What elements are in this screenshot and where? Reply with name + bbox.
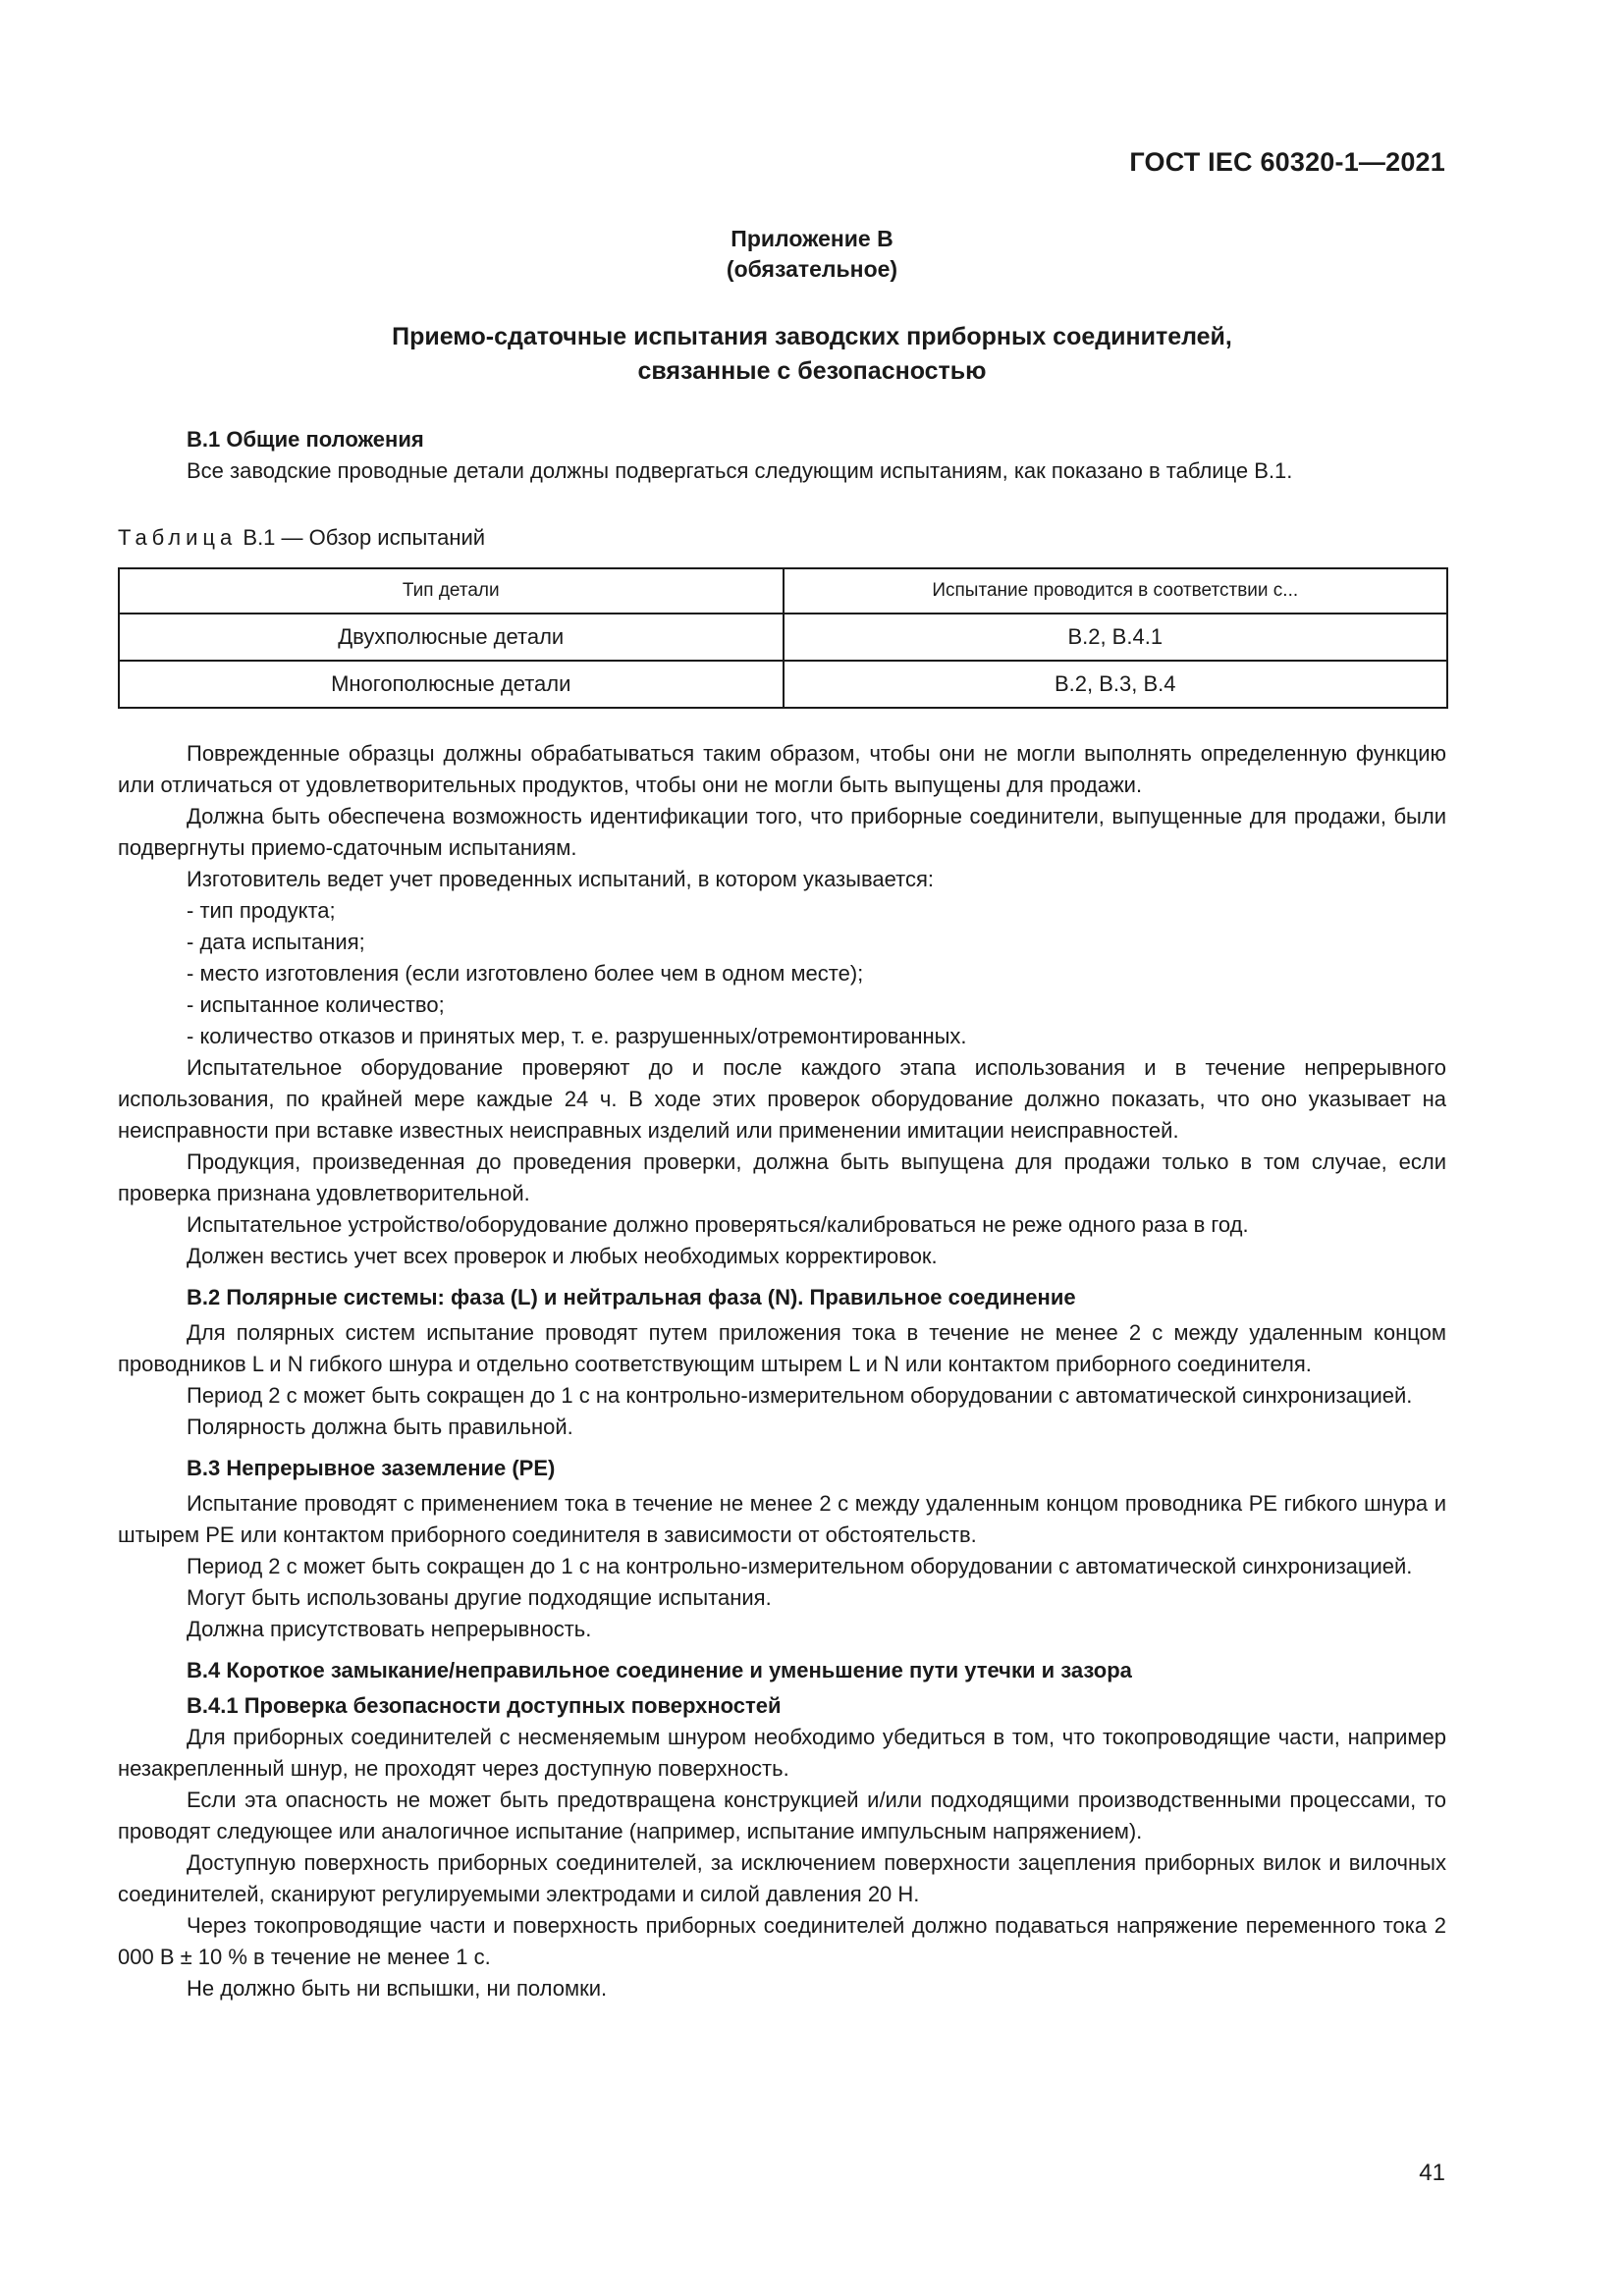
section-b1-intro [118,424,1446,487]
table-cell: Многополюсные детали [119,661,784,708]
section-heading-b4: В.4 Короткое замыкание/неправильное соединение и уменьшение пути утечки и зазора [187,1658,1132,1682]
paragraph: Если эта опасность не может быть предотвращена конструкцией и/или подходящими производственными процессами, то проводят следующее или аналогичное испытание (например, испытание импульсным напряжением). [118,1788,1446,1843]
table-cell: Двухполюсные детали [119,614,784,661]
paragraph: Должна присутствовать непрерывность. [187,1617,592,1641]
table-cell: В.2, В.3, В.4 [784,661,1448,708]
list-item: - дата испытания; [187,930,365,954]
paragraph: Должна быть обеспечена возможность идентификации того, что приборные соединители, выпущенные для продажи, были подвергнуты приемо-сдаточным испытаниям. [118,804,1446,860]
table-header-cell: Испытание проводится в соответствии с... [784,568,1448,614]
list-item: - тип продукта; [187,898,336,923]
paragraph: Для приборных соединителей с несменяемым шнуром необходимо убедиться в том, что токопроводящие части, например незакрепленный шнур, не проходят через доступную поверхность. [118,1725,1446,1781]
list-item: - количество отказов и принятых мер, т. е. разрушенных/отремонтированных. [187,1024,967,1048]
paragraph: Могут быть использованы другие подходящие испытания. [187,1585,772,1610]
appendix-heading [0,224,1624,285]
paragraph: Период 2 с может быть сокращен до 1 с на контрольно-измерительном оборудовании с автоматической синхронизацией. [187,1383,1413,1408]
section-heading-b1: В.1 Общие положения [187,427,424,452]
main-body [118,738,1446,2004]
subsection-heading-b41: В.4.1 Проверка безопасности доступных поверхностей [187,1693,782,1718]
paragraph: Период 2 с может быть сокращен до 1 с на контрольно-измерительном оборудовании с автоматической синхронизацией. [187,1554,1413,1578]
list-item: - испытанное количество; [187,992,445,1017]
paragraph: Все заводские проводные детали должны подвергаться следующим испытаниям, как показано в таблице В.1. [187,458,1293,483]
paragraph: Испытательное оборудование проверяют до и после каждого этапа использования и в течение непрерывного использования, по крайней мере каждые 24 ч. В ходе этих проверок оборудование должно показать, что оно указывает на неисправности при вставке известных неисправных изделий или применении имитации неисправностей. [118,1055,1446,1143]
table-caption-prefix: Таблица [118,525,238,550]
paragraph: Для полярных систем испытание проводят путем приложения тока в течение не менее 2 с между удаленным концом проводников L и N гибкого шнура и отдельно соответствующим штырем L и N или контактом приборного соединителя. [118,1320,1446,1376]
table-header-cell: Тип детали [119,568,784,614]
main-title-line2: связанные с безопасностью [637,357,987,385]
paragraph: Поврежденные образцы должны обрабатываться таким образом, чтобы они не могли выполнять определенную функцию или отличаться от удовлетворительных продуктов, чтобы они не могли быть выпущены для продажи. [118,741,1446,797]
section-heading-b2: В.2 Полярные системы: фаза (L) и нейтральная фаза (N). Правильное соединение [187,1285,1076,1309]
appendix-main-title [0,320,1624,389]
paragraph: Испытание проводят с применением тока в течение не менее 2 с между удаленным концом проводника РЕ гибкого шнура и штырем РЕ или контактом приборного соединителя в зависимости от обстоятельств. [118,1491,1446,1547]
paragraph: Полярность должна быть правильной. [187,1415,573,1439]
table-caption [118,522,485,554]
paragraph: Должен вестись учет всех проверок и любых необходимых корректировок. [187,1244,938,1268]
appendix-status: (обязательное) [726,256,898,282]
paragraph: Испытательное устройство/оборудование должно проверяться/калиброваться не реже одного раза в год. [187,1212,1249,1237]
main-title-line1: Приемо-сдаточные испытания заводских приборных соединителей, [392,323,1232,350]
table-row [119,614,1447,661]
paragraph: Изготовитель ведет учет проведенных испытаний, в котором указывается: [187,867,934,891]
page-number: 41 [1419,2160,1445,2186]
table-caption-text: В.1 — Обзор испытаний [243,525,486,550]
paragraph: Не должно быть ни вспышки, ни поломки. [187,1976,608,2001]
tests-overview-table [118,567,1448,709]
appendix-title: Приложение В [731,226,893,251]
paragraph: Продукция, произведенная до проведения проверки, должна быть выпущена для продажи только в том случае, если проверка признана удовлетворительной. [118,1149,1446,1205]
table-cell: В.2, В.4.1 [784,614,1448,661]
list-item: - место изготовления (если изготовлено более чем в одном месте); [187,961,864,986]
section-heading-b3: В.3 Непрерывное заземление (РЕ) [187,1456,556,1480]
document-code: ГОСТ IEC 60320-1—2021 [1129,147,1445,177]
table-header-row [119,568,1447,614]
table-row [119,661,1447,708]
paragraph: Доступную поверхность приборных соединителей, за исключением поверхности зацепления приборных вилок и вилочных соединителей, сканируют регулируемыми электродами и силой давления 20 Н. [118,1850,1446,1906]
paragraph: Через токопроводящие части и поверхность приборных соединителей должно подаваться напряжение переменного тока 2 000 В ± 10 % в течение не менее 1 с. [118,1913,1446,1969]
